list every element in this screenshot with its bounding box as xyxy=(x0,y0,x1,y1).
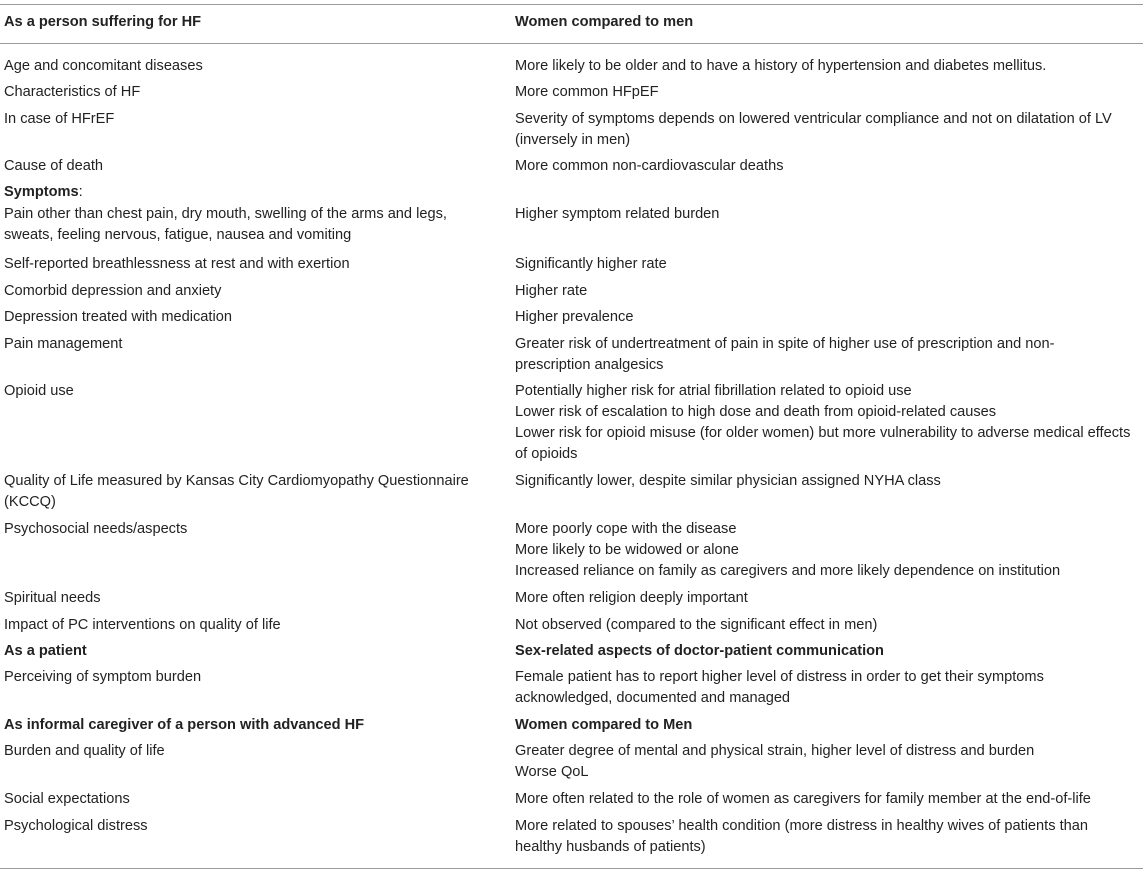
section-value-patient: Sex-related aspects of doctor-patient communication xyxy=(515,643,884,659)
row-value: More common non-cardiovascular deaths xyxy=(515,158,784,174)
section-value-caregiver: Women compared to Men xyxy=(515,717,693,733)
row-value: Greater risk of undertreatment of pain in spite of higher use of prescription and non-prescription analgesics xyxy=(515,336,1055,373)
section-label-symptoms: Symptoms: xyxy=(4,184,83,200)
row-value: Higher symptom related burden xyxy=(515,206,720,222)
row-value: Female patient has to report higher level of distress in order to get their symptoms acknowledged, documented and managed xyxy=(515,669,1044,706)
row-label: Psychosocial needs/aspects xyxy=(4,521,188,537)
row-value: More related to spouses’ health condition (more distress in healthy wives of patients than healthy husbands of patients) xyxy=(515,818,1088,855)
header-col1: As a person suffering for HF xyxy=(4,14,202,30)
row-label: Age and concomitant diseases xyxy=(4,58,203,74)
row-label: Self-reported breathlessness at rest and with exertion xyxy=(4,256,350,272)
row-value: Greater degree of mental and physical strain, higher level of distress and burden Worse QoL xyxy=(515,743,1035,780)
row-value: Significantly lower, despite similar physician assigned NYHA class xyxy=(515,473,941,489)
row-value: More common HFpEF xyxy=(515,84,659,100)
row-value: Significantly higher rate xyxy=(515,256,667,272)
row-label: Social expectations xyxy=(4,791,130,807)
header-col2: Women compared to men xyxy=(515,14,694,30)
row-label: Opioid use xyxy=(4,383,74,399)
row-label: Comorbid depression and anxiety xyxy=(4,283,222,299)
row-value: More likely to be older and to have a history of hypertension and diabetes mellitus. xyxy=(515,58,1047,74)
row-label: Depression treated with medication xyxy=(4,309,232,325)
row-label: In case of HFrEF xyxy=(4,111,115,127)
section-label-caregiver: As informal caregiver of a person with advanced HF xyxy=(4,717,365,733)
row-label: Perceiving of symptom burden xyxy=(4,669,202,685)
row-label: Spiritual needs xyxy=(4,590,101,606)
header-rule xyxy=(0,43,1143,44)
row-label: Pain management xyxy=(4,336,123,352)
table-bottom-rule xyxy=(0,868,1143,869)
row-label: Quality of Life measured by Kansas City Cardiomyopathy Questionnaire (KCCQ) xyxy=(4,473,469,510)
row-label: Pain other than chest pain, dry mouth, swelling of the arms and legs, sweats, feeling nervous, fatigue, nausea and vomiting xyxy=(4,206,447,243)
row-value: Severity of symptoms depends on lowered ventricular compliance and not on dilatation of LV (inversely in men) xyxy=(515,111,1112,148)
row-label: Burden and quality of life xyxy=(4,743,165,759)
row-label: Cause of death xyxy=(4,158,103,174)
row-value: More often religion deeply important xyxy=(515,590,748,606)
row-label: Characteristics of HF xyxy=(4,84,141,100)
row-value: More poorly cope with the disease More likely to be widowed or alone Increased reliance on family as caregivers and more likely dependence on institution xyxy=(515,521,1061,579)
table-top-rule xyxy=(0,4,1143,5)
row-value: Potentially higher risk for atrial fibrillation related to opioid use Lower risk of escalation to high dose and death from opioid-related causes Lower risk for opioid misuse (for older women) but more vulnerability to adverse medical effects of opioids xyxy=(515,383,1131,462)
section-label-patient: As a patient xyxy=(4,643,87,659)
row-value: Higher rate xyxy=(515,283,588,299)
row-label: Impact of PC interventions on quality of life xyxy=(4,617,281,633)
row-label: Psychological distress xyxy=(4,818,148,834)
row-value: Higher prevalence xyxy=(515,309,634,325)
row-value: Not observed (compared to the significant effect in men) xyxy=(515,617,878,633)
row-value: More often related to the role of women as caregivers for family member at the end-of-life xyxy=(515,791,1091,807)
